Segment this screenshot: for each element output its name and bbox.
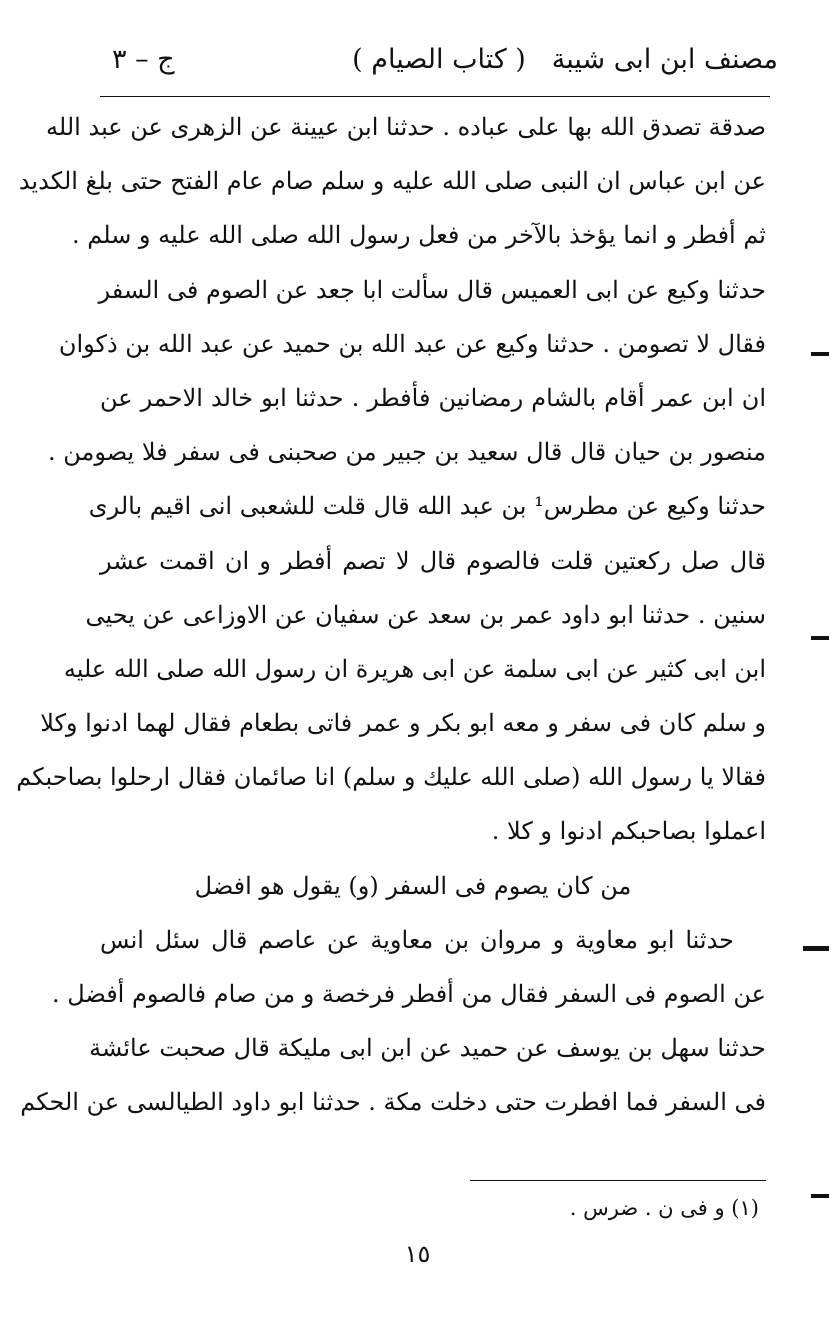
margin-mark	[811, 352, 829, 356]
text-line: فقال لا تصومن . حدثنا وكيع عن عبد الله بن حميد عن عبد الله بن ذكوان	[58, 329, 766, 358]
text-line: قال صل ركعتين قلت فالصوم قال لا تصم أفطر و ان اقمت عشر	[100, 546, 766, 575]
margin-mark	[803, 946, 829, 951]
text-line: حدثنا وكيع عن ابى العميس قال سألت ابا جعد عن الصوم فى السفر	[98, 275, 766, 304]
text-line: عن الصوم فى السفر فقال من أفطر فرخصة و من صام فالصوم أفضل .	[51, 980, 766, 1008]
margin-mark	[811, 1194, 829, 1198]
text-line: سنين . حدثنا ابو داود عمر بن سعد عن سفيان عن الاوزاعى عن يحيى	[85, 600, 766, 629]
text-line: حدثنا سهل بن يوسف عن حميد عن ابن ابى مليكة قال صحبت عائشة	[89, 1034, 766, 1063]
page-number: ١٥	[404, 1240, 431, 1268]
footnote-rule	[470, 1180, 766, 1181]
book-title: مصنف ابن ابى شيبة	[551, 44, 778, 75]
footnote: (١) و فى ن . ضرس .	[569, 1196, 759, 1220]
chapter-title: ( كتاب الصيام )	[352, 44, 526, 75]
body-text	[16, 100, 766, 1130]
text-line: ابن ابى كثير عن ابى سلمة عن ابى هريرة ان رسول الله صلى الله عليه	[63, 654, 766, 683]
text-line: ان ابن عمر أقام بالشام رمضانين فأفطر . حدثنا ابو خالد الاحمر عن	[100, 383, 766, 412]
text-line: فقالا يا رسول الله (صلى الله عليك و سلم) انا صائمان فقال ارحلوا بصاحبكم	[16, 763, 766, 792]
running-header	[100, 38, 778, 82]
text-line: حدثنا وكيع عن مطرس¹ بن عبد الله قال قلت للشعبى انى اقيم بالرى	[88, 492, 766, 521]
text-line: فى السفر فما افطرت حتى دخلت مكة . حدثنا ابو داود الطيالسى عن الحكم	[20, 1088, 766, 1117]
text-line: اعملوا بصاحبكم ادنوا و كلا .	[491, 817, 766, 846]
text-line: حدثنا ابو معاوية و مروان بن معاوية عن عاصم قال سئل انس	[100, 925, 734, 954]
text-line: عن ابن عباس ان النبى صلى الله عليه و سلم صام عام الفتح حتى بلغ الكديد	[18, 167, 766, 196]
header-rule	[100, 96, 770, 97]
margin-mark	[811, 636, 829, 640]
volume-number: ج – ٣	[112, 44, 175, 75]
text-line: منصور بن حيان قال قال سعيد بن جبير من صحبنى فى سفر فلا يصومن .	[47, 438, 766, 467]
text-line: صدقة تصدق الله بها على عباده . حدثنا ابن عيينة عن الزهرى عن عبد الله	[46, 113, 766, 141]
text-line: و سلم كان فى سفر و معه ابو بكر و عمر فاتى بطعام فقال لهما ادنوا وكلا	[40, 709, 766, 738]
text-line: ثم أفطر و انما يؤخذ بالآخر من فعل رسول الله صلى الله عليه و سلم .	[72, 221, 766, 250]
section-heading: من كان يصوم فى السفر (و) يقول هو افضل	[194, 871, 632, 900]
